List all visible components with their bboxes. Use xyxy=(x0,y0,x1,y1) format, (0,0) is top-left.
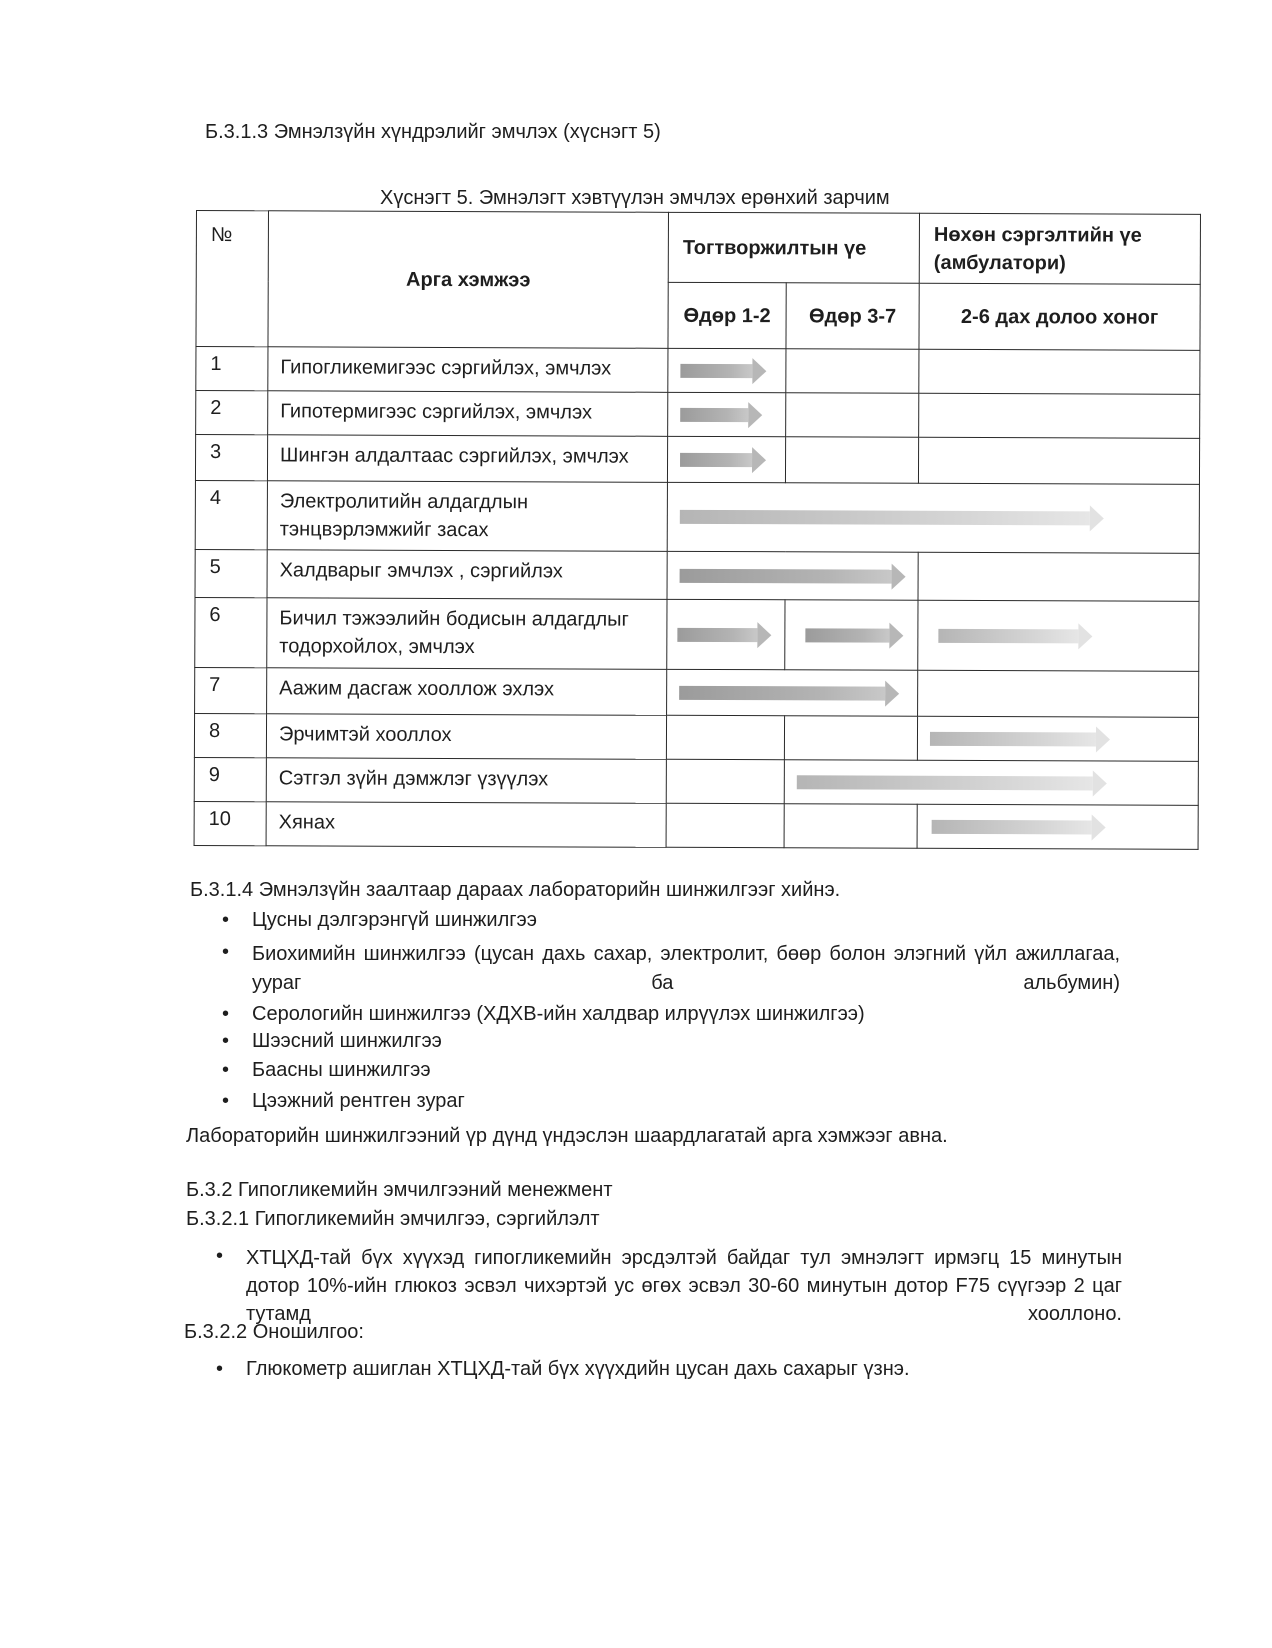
document-page: Б.3.1.3 Эмнэлзүйн хүндрэлийг эмчлэх (хүснэгт 5) Хүснэгт 5. Эмнэлэгт хэвтүүлэн эмчлэх ерөнхий зарчим № Арга хэмжээ Тогтворжилтын үе Нөхөн сэргэлтийн үе (амбулатори) Өдөр 1-2 Өдөр 3-7 2-6 дах долоо хоног 1 Гипогликемигээс сэргийлэх, эмчлэх 2 Гипотермигээс сэргийлэх, эмчлэх 3 Шингэн алдалтаас сэргийлэх, эмчлэх 4 Электролитийн алдагдлын тэнцвэрлэмжийг засах 5 Халдварыг эмчлэх , сэргийлэх 6 Бичил тэжээлийн бодисын алдагдлыг тодорхойлох, эмчлэх 7 Аажим дасгаж хооллож эхлэх 8 Эрчимтэй хооллох 9 Сэтгэл зүйн дэмжлэг үзүүлэх 10 Хянах Б.3.1.4 Эмнэлзүйн заалтаар дараах лабораторийн шинжилгээг хийнэ. • Цусны дэлгэрэнгүй шинжилгээ • Биохимийн шинжилгээ (цусан дахь сахар, электролит, бөөр болон элэгний үйл ажиллагаа, уураг ба альбумин) • Серологийн шинжилгээ (ХДХВ-ийн халдвар илрүүлэх шинжилгээ) • Шээсний шинжилгээ • Баасны шинжилгээ • Цээжний рентген зураг Лабораторийн шинжилгээний үр дүнд үндэслэн шаардлагатай арга хэмжээг авна. Б.3.2 Гипогликемийн эмчилгээний менежмент Б.3.2.1 Гипогликемийн эмчилгээ, сэргийлэлт • ХТЦХД-тай бүх хүүхэд гипогликемийн эрсдэлтэй байдаг тул эмнэлэгт ирмэгц 15 минутын дотор 10%-ийн глюкоз эсвэл чихэртэй ус өгөх эсвэл 30-60 минутын дотор F75 сүүгээр 2 цаг тутамд хооллоно. Б.3.2.2 Оношилгоо: • Глюкометр ашиглан ХТЦХД-тай бүх хүүхдийн цусан дахь сахарыг үзнэ. xyxy=(0,0,1272,1648)
table-row xyxy=(195,480,1199,553)
row-number: 6 xyxy=(195,597,267,667)
row-number: 5 xyxy=(195,549,267,597)
treatment-principles-table xyxy=(194,210,1201,850)
hypo-sub2: Б.3.2.2 Оношилгоо: xyxy=(184,1321,364,1343)
cell-day12-to-day37 xyxy=(667,669,918,716)
row-number: 10 xyxy=(194,801,266,845)
cell-weeks xyxy=(919,393,1200,438)
cell-day37-to-weeks xyxy=(784,760,1198,806)
row-action: Сэтгэл зүйн дэмжлэг үзүүлэх xyxy=(266,758,666,804)
table-row xyxy=(194,801,1198,849)
cell-weeks xyxy=(918,670,1199,717)
header-day37: Өдөр 3-7 xyxy=(786,283,919,350)
arrow-icon xyxy=(930,731,1096,746)
header-weeks: 2-6 дах долоо хоног xyxy=(919,283,1200,350)
header-action: Арга хэмжээ xyxy=(268,211,669,349)
table-row xyxy=(195,549,1199,601)
row-action: Аажим дасгаж хооллож эхлэх xyxy=(267,668,667,716)
arrow-icon xyxy=(797,775,1093,790)
row-action: Эрчимтэй хооллох xyxy=(266,714,666,760)
table-row xyxy=(196,347,1200,395)
table-row xyxy=(194,757,1198,805)
cell-day12-to-day37 xyxy=(667,551,918,600)
table-row xyxy=(194,713,1198,761)
bullet-icon: • xyxy=(222,1090,230,1112)
cell-weeks xyxy=(918,600,1199,671)
cell-day12 xyxy=(667,436,785,482)
bullet-icon: • xyxy=(222,1030,230,1052)
cell-day37 xyxy=(785,437,918,484)
cell-weeks xyxy=(919,349,1200,394)
bullet-icon: • xyxy=(216,1358,224,1380)
row-action: Гипогликемигээс сэргийлэх, эмчлэх xyxy=(268,347,668,393)
row-number: 2 xyxy=(196,391,268,435)
cell-weeks xyxy=(918,552,1199,601)
list-item: • ХТЦХД-тай бүх хүүхэд гипогликемийн эрсдэлтэй байдаг тул эмнэлэгт ирмэгц 15 минутын дотор 10%-ийн глюкоз эсвэл чихэртэй ус өгөх эсвэл 30-60 минутын дотор F75 сүүгээр 2 цаг тутамд хооллоно. xyxy=(216,1245,1122,1325)
cell-day12 xyxy=(666,759,784,803)
cell-weeks xyxy=(917,804,1198,849)
list-item: • Биохимийн шинжилгээ (цусан дахь сахар, электролит, бөөр болон элэгний үйл ажиллагаа, уураг ба альбумин) xyxy=(222,941,1120,994)
header-stabilization: Тогтворжилтын үе xyxy=(668,212,919,283)
cell-day37 xyxy=(786,349,919,394)
row-action: Гипотермигээс сэргийлэх, эмчлэх xyxy=(268,391,668,437)
arrow-icon xyxy=(677,627,757,641)
cell-day37 xyxy=(784,716,917,761)
lab-conclusion: Лабораторийн шинжилгээний үр дүнд үндэслэн шаардлагатай арга хэмжээг авна. xyxy=(186,1125,948,1147)
bullet-icon: • xyxy=(216,1245,224,1267)
header-day12: Өдөр 1-2 xyxy=(668,282,786,348)
cell-day12 xyxy=(668,392,786,436)
cell-day12 xyxy=(668,348,786,392)
cell-day12-to-weeks xyxy=(667,482,1199,553)
row-action: Электролитийн алдагдлын тэнцвэрлэмжийг засах xyxy=(267,481,667,552)
cell-day37 xyxy=(785,600,918,671)
table-caption: Хүснэгт 5. Эмнэлэгт хэвтүүлэн эмчлэх ерөнхий зарчим xyxy=(380,187,890,209)
hypo-sub1: Б.3.2.1 Гипогликемийн эмчилгээ, сэргийлэлт xyxy=(186,1208,600,1230)
arrow-icon xyxy=(680,407,748,421)
row-number: 3 xyxy=(195,435,267,481)
row-number: 4 xyxy=(195,480,267,549)
cell-day37 xyxy=(784,804,917,849)
row-number: 9 xyxy=(194,757,266,801)
row-number: 1 xyxy=(196,347,268,391)
arrow-icon xyxy=(938,628,1078,643)
arrow-icon xyxy=(932,819,1092,834)
bullet-icon: • xyxy=(222,1059,230,1081)
section-heading: Б.3.1.3 Эмнэлзүйн хүндрэлийг эмчлэх (хүснэгт 5) xyxy=(205,121,661,143)
row-action: Хянах xyxy=(266,802,666,848)
cell-day12 xyxy=(666,803,784,847)
bullet-icon: • xyxy=(222,909,230,931)
arrow-icon xyxy=(680,452,752,466)
table-row xyxy=(195,597,1199,671)
row-action: Халдварыг эмчлэх , сэргийлэх xyxy=(267,550,667,600)
row-number: 8 xyxy=(194,713,266,757)
table-row xyxy=(196,391,1200,439)
row-action: Шингэн алдалтаас сэргийлэх, эмчлэх xyxy=(267,435,667,483)
bullet-icon: • xyxy=(222,1003,230,1025)
header-recovery: Нөхөн сэргэлтийн үе (амбулатори) xyxy=(919,213,1200,284)
arrow-icon xyxy=(805,628,889,642)
hypo-heading: Б.3.2 Гипогликемийн эмчилгээний менежмент xyxy=(186,1179,613,1201)
table-row xyxy=(195,667,1199,717)
cell-day12 xyxy=(667,599,785,669)
row-number: 7 xyxy=(195,667,267,713)
arrow-icon xyxy=(680,510,1090,526)
cell-day12 xyxy=(666,715,784,759)
arrow-icon xyxy=(679,685,885,700)
bullet-icon: • xyxy=(222,941,230,963)
cell-weeks xyxy=(918,437,1199,484)
header-no: № xyxy=(196,211,269,347)
cell-weeks xyxy=(917,716,1198,761)
cell-day37 xyxy=(786,393,919,438)
arrow-icon xyxy=(680,568,892,583)
arrow-icon xyxy=(680,363,752,377)
row-action: Бичил тэжээлийн бодисын алдагдлыг тодорхойлох, эмчлэх xyxy=(267,598,667,670)
table-row xyxy=(195,435,1199,485)
lab-heading: Б.3.1.4 Эмнэлзүйн заалтаар дараах лабораторийн шинжилгээг хийнэ. xyxy=(190,879,841,901)
